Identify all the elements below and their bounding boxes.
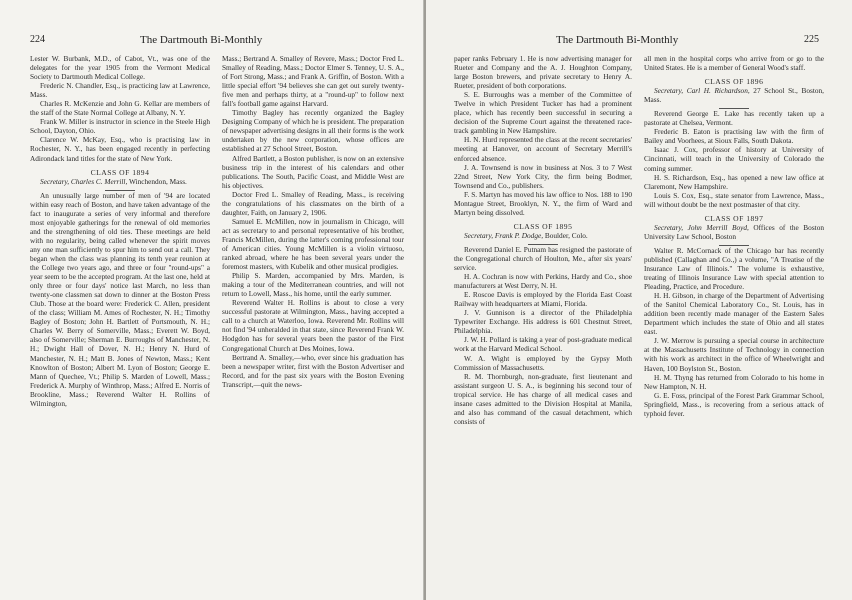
paragraph: J. W. H. Pollard is taking a year of post-graduate medical work at the Harvard Medical School. [454,335,632,354]
paragraph: Louis S. Cox, Esq., state senator from Lawrence, Mass., will without doubt be the next postmaster of that city. [644,190,824,209]
paragraph: Isaac J. Cox, professor of history at University of Cincinnati, will teach in the University of Colorado the coming summer. [644,145,824,173]
paragraph: paper ranks February 1. He is now advertising manager for Rueter and Company and the A. J. Houghton Company, large Boston brewers, and private secretary to Henry A. Rueter, president of both corporations. [454,54,632,91]
secretary-address: 27 School St., Boston, Mass. [644,86,824,105]
text-column [222,54,404,598]
paragraph: Doctor Fred L. Smalley of Reading, Mass., is receiving the congratulations of his classmates on the birth of a daughter, Faith, on January 2, 1906. [222,189,404,217]
paragraph: Reverend Daniel E. Putnam has resigned the pastorate of the Congregational church of Houlton, Me., after six years' service. [454,244,632,273]
paragraph: Frank W. Miller is instructor in science in the Steele High School, Dayton, Ohio. [30,117,210,136]
secretary-address: Winchendon, Mass. [127,176,187,186]
paragraph: Walter R. McCornack of the Chicago bar has recently published (Callaghan and Co.,) a volume, "A Treatise of the Insurance Law of Illinois." The volume is exhaustive, treating of Illinois Insurance Law with special attention to Pleading, Practice, and Procedure. [644,245,824,292]
class-heading: CLASS OF 1896 [704,77,764,87]
paragraph: F. S. Martyn has moved his law office to Nos. 188 to 190 Montague Street, Brooklyn, N. Y., the firm of Ward and Martyn being dissolved. [454,189,632,217]
secretary-label: Secretary, Frank P. Dodge, [464,230,544,240]
paragraph: Reverend George E. Lake has recently taken up a pastorate at Chelsea, Vermont. [644,109,824,128]
paragraph: Charles R. McKenzie and John G. Kellar are members of the staff of the State Normal College at Albany, N. Y. [30,99,210,118]
paragraph: Philip S. Marden, accompanied by Mrs. Marden, is making a tour of the Mediterranean countries, and will not return to Lowell, Mass., his home, until the early summer. [222,271,404,299]
paragraph: Clarence W. McKay, Esq., who is practising law in Rochester, N. Y., has been engaged recently in perfecting Adirondack land titles for the state of New York. [30,135,210,163]
paragraph: Lester W. Burbank, M.D., of Cabot, Vt., was one of the delegates for the year 1905 from the Vermont Medical Society to Dartmouth Medical College. [30,54,210,82]
paragraph: E. Roscoe Davis is employed by the Florida East Coast Railway with headquarters at Miami, Florida. [454,290,632,309]
class-secretary [30,177,210,186]
secretary-label: Secretary, Carl H. Richardson, [654,86,750,96]
paragraph: J. W. Merrow is pursuing a special course in architecture at the Massachusetts Institute of Technology in connection with his work as architect in the office of Wheelwright and Haven, 100 Boylston St., Boston. [644,336,824,373]
secretary-address: Boulder, Colo. [543,230,588,240]
class-secretary [644,86,824,104]
class-heading: CLASS OF 1897 [704,213,764,223]
paragraph: R. M. Thornburgh, non-graduate, first lieutenant and assistant surgeon U. S. A., is beginning his second tour of tropical service. He has charge of all medical cases and insane cases admitted to the Division Hospital at Manila, and also has command of the casual detachment, which consists of [454,371,632,426]
right-page [426,0,852,600]
class-heading: CLASS OF 1895 [513,221,573,231]
paragraph: H. M. Thyng has returned from Colorado to his home in New Hampton, N. H. [644,372,824,391]
left-page [0,0,424,600]
class-secretary [644,223,824,241]
page-number: 225 [804,34,819,45]
paragraph: J. V. Gunnison is a director of the Philadelphia Typewriter Exchange. His address is 601 Chestnut Street, Philadelphia. [454,308,632,336]
paragraph: An unusually large number of men of '94 are located within easy reach of Boston, and have taken advantage of the fact to inaugurate a series of very informal and therefore most enjoyable gatherings for the renewal of old memories and the strengthening of old ties. These meetings are held with no regularity, being called whenever the spirit moves any one man sufficiently to spur him to send out a call. They began when the class was planning its tenth year reunion at the College two years ago, and three or four "round-ups" a year seem to be the accepted program. At the last one, held at only three or four days' notice last March, no less than twenty-one classmen sat down to dinner at the Boston Press Club. Those at the board were: Frederick C. Allen, president of the class; William M. Ames of Rochester, N. H.; Timothy Bagley of Boston; John H. Bartlett of Portsmouth, N. H.; Charles W. Berry of Somerville, Mass.; Everett W. Boyd, also of Somerville; Sherman E. Burroughs of Manchester, N. H.; Dwight Hall of Dover, N. H.; Henry N. Hurd of Manchester, N. H.; Matt B. Jones of Newton, Mass.; Kent Knowlton of Boston; Albert M. Lyon of Boston; George E. Mann of Quechee, Vt.; Philip S. Marden of Lowell, Mass.; Frederick A. Murphy of Winthrop, Mass.; Alfred E. Norris of Brookline, Mass.; Reverend Walter H. Rollins of Wilmington, [30,190,210,408]
secretary-address: Offices of the Boston University Law School, Boston [644,222,824,241]
paragraph: H. S. Richardson, Esq., has opened a new law office at Claremont, New Hampshire. [644,172,824,191]
class-secretary [454,231,632,240]
paragraph: Frederic N. Chandler, Esq., is practicing law at Lawrence, Mass. [30,81,210,100]
paragraph: G. E. Foss, principal of the Forest Park Grammar School, Springfield, Mass., is recovering from a serious attack of typhoid fever. [644,390,824,418]
paragraph: Timothy Bagley has recently organized the Bagley Designing Company of which he is president. The preparation of newspaper advertising designs in all their forms is the work undertaken by the new corporation, whose offices are established at 27 School Street, Boston. [222,108,404,154]
running-header: The Dartmouth Bi-Monthly [556,34,679,46]
secretary-label: Secretary, Charles C. Merrill, [40,176,128,186]
text-column [30,54,210,598]
paragraph: all men in the hospital corps who arrive from or go to the United States. He is a member of General Wood's staff. [644,54,824,73]
paragraph: J. A. Townsend is now in business at Nos. 3 to 7 West 22nd Street, New York City, the firm being Bodmer, Townsend and Co., publishers. [454,162,632,190]
paragraph: Alfred Bartlett, a Boston publisher, is now on an extensive business trip in the interest of his calendars and other publications. The South, Pacific Coast, and Middle West are his objectives. [222,153,404,190]
paragraph: H. N. Hurd represented the class at the recent secretaries' meeting at Hanover, on account of Secretary Merrill's enforced absence. [454,135,632,163]
text-column [644,54,824,598]
page-number: 224 [30,34,45,45]
paragraph: Mass.; Bertrand A. Smalley of Revere, Mass.; Doctor Fred L. Smalley of Reading, Mass.; Doctor Elmer S. Tenney, U. S. A., of Fort Strong, Mass.; and Frank A. Griffin, of Boston. With a little special effort '94 believes she can get out surely twenty-five men and perhaps thirty, at a "round-up" to follow next fall's football game against Harvard. [222,54,404,109]
paragraph: W. A. Wight is employed by the Gypsy Moth Commission of Massachusetts. [454,353,632,372]
paragraph: Bertrand A. Smalley,—who, ever since his graduation has been a newspaper writer, first with the Boston Advertiser and Record, and for the past six years with the Boston Evening Transcript,—quit the news- [222,352,404,389]
text-column [454,54,632,598]
paragraph: Frederic B. Eaton is practising law with the firm of Bailey and Voorhees, at Sioux Falls, South Dakota. [644,127,824,146]
paragraph: S. E. Burroughs was a member of the Committee of Twelve in which President Tucker has had a prominent place, which has recently been successful in securing a decision of the Supreme Court against the threatened race-track gambling in New Hampshire. [454,90,632,136]
secretary-label: Secretary, John Merrill Boyd, [654,222,749,232]
running-header: The Dartmouth Bi-Monthly [140,34,263,46]
paragraph: Samuel E. McMillen, now in journalism in Chicago, will act as secretary to and personal representative of his brother, Francis McMillen, during the latter's coming professional tour of American cities. Young McMillen is a violin virtuoso, ranked abroad, where he has been several years under the foremost masters, with Kubelik and other musical prodigies. [222,216,404,272]
class-heading: CLASS OF 1894 [90,167,150,177]
paragraph: H. H. Gibson, in charge of the Department of Advertising of the Sanitol Chemical Laboratory Co., St. Louis, has in addition been recently made manager of the Eastern Sales Department which includes the state of Ohio and all states east. [644,291,824,337]
paragraph: H. A. Cochran is now with Perkins, Hardy and Co., shoe manufacturers at West Derry, N. H. [454,272,632,291]
paragraph: Reverend Walter H. Rollins is about to close a very successful pastorate at Wilmington, Mass., having accepted a call to a church at Waterloo, Iowa. Reverend Mr. Rollins will not find '94 unheralded in that state, since Reverend Frank W. Hodgdon has for several years been the pastor of the First Congregational Church at Des Moines, Iowa. [222,298,404,353]
